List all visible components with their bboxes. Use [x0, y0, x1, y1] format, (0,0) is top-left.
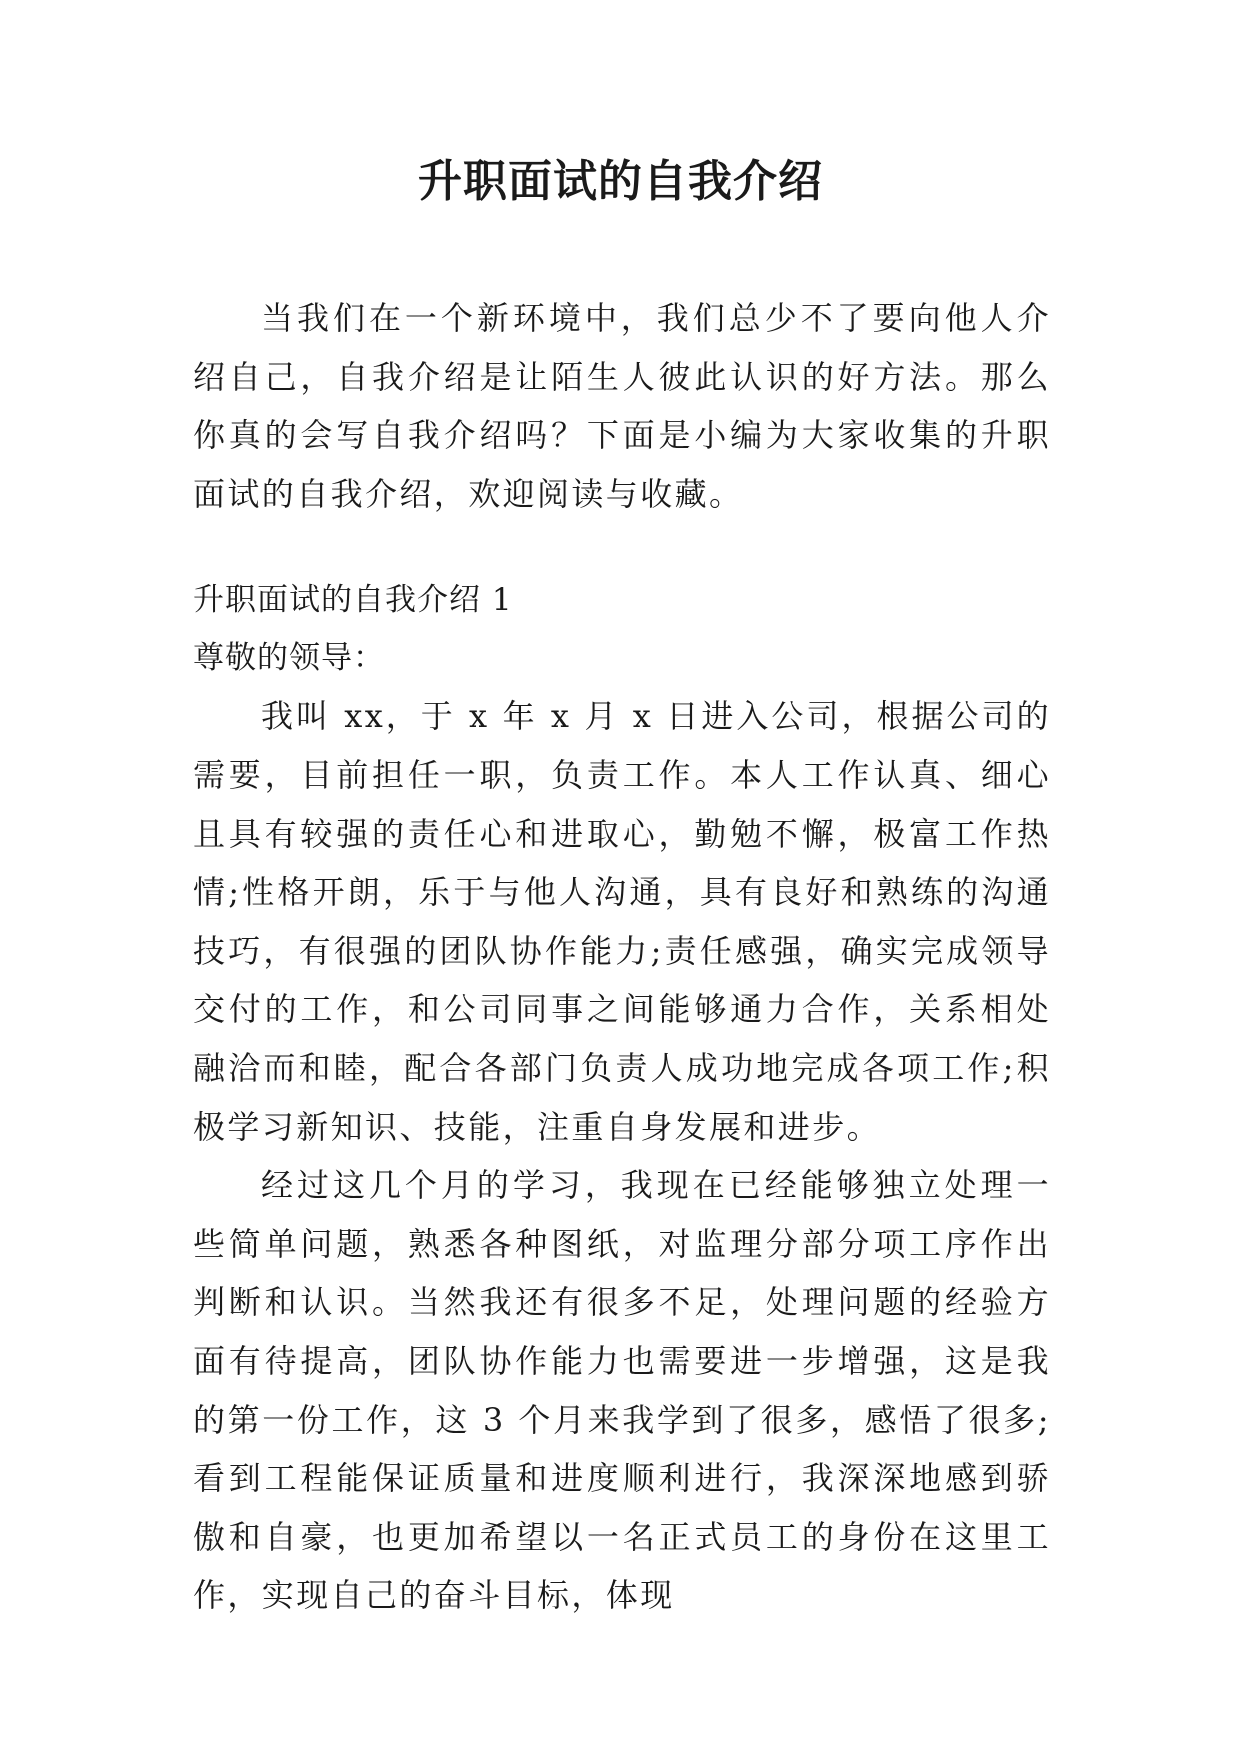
- paragraph-spacer: [193, 523, 1051, 571]
- document-body: [193, 289, 1051, 1625]
- section-heading: 升职面试的自我介绍 1: [193, 582, 513, 619]
- salutation: 尊敬的领导：: [193, 640, 385, 677]
- intro-paragraph: 当我们在一个新环境中，我们总少不了要向他人介绍自己，自我介绍是让陌生人彼此认识的好方法。那么你真的会写自我介绍吗？下面是小编为大家收集的升职面试的自我介绍，欢迎阅读与收藏。: [193, 299, 1051, 513]
- document-title: 升职面试的自我介绍: [418, 156, 823, 207]
- body-paragraph-2: 经过这几个月的学习，我现在已经能够独立处理一些简单问题，熟悉各种图纸，对监理分部分项工序作出判断和认识。当然我还有很多不足，处理问题的经验方面有待提高，团队协作能力也需要进一步增强，这是我的第一份工作，这 3 个月来我学到了很多，感悟了很多;看到工程能保证质量和进度顺利进行，我深深地感到骄傲和自豪，也更加希望以一名正式员工的身份在这里工作，实现自己的奋斗目标，体现: [193, 1166, 1051, 1615]
- body-paragraph-1: 我叫 xx，于 x 年 x 月 x 日进入公司，根据公司的需要，目前担任一职，负责工作。本人工作认真、细心且具有较强的责任心和进取心，勤勉不懈，极富工作热情;性格开朗，乐于与他人沟通，具有良好和熟练的沟通技巧，有很强的团队协作能力;责任感强，确实完成领导交付的工作，和公司同事之间能够通力合作，关系相处融洽而和睦，配合各部门负责人成功地完成各项工作;积极学习新知识、技能，注重自身发展和进步。: [193, 697, 1051, 1146]
